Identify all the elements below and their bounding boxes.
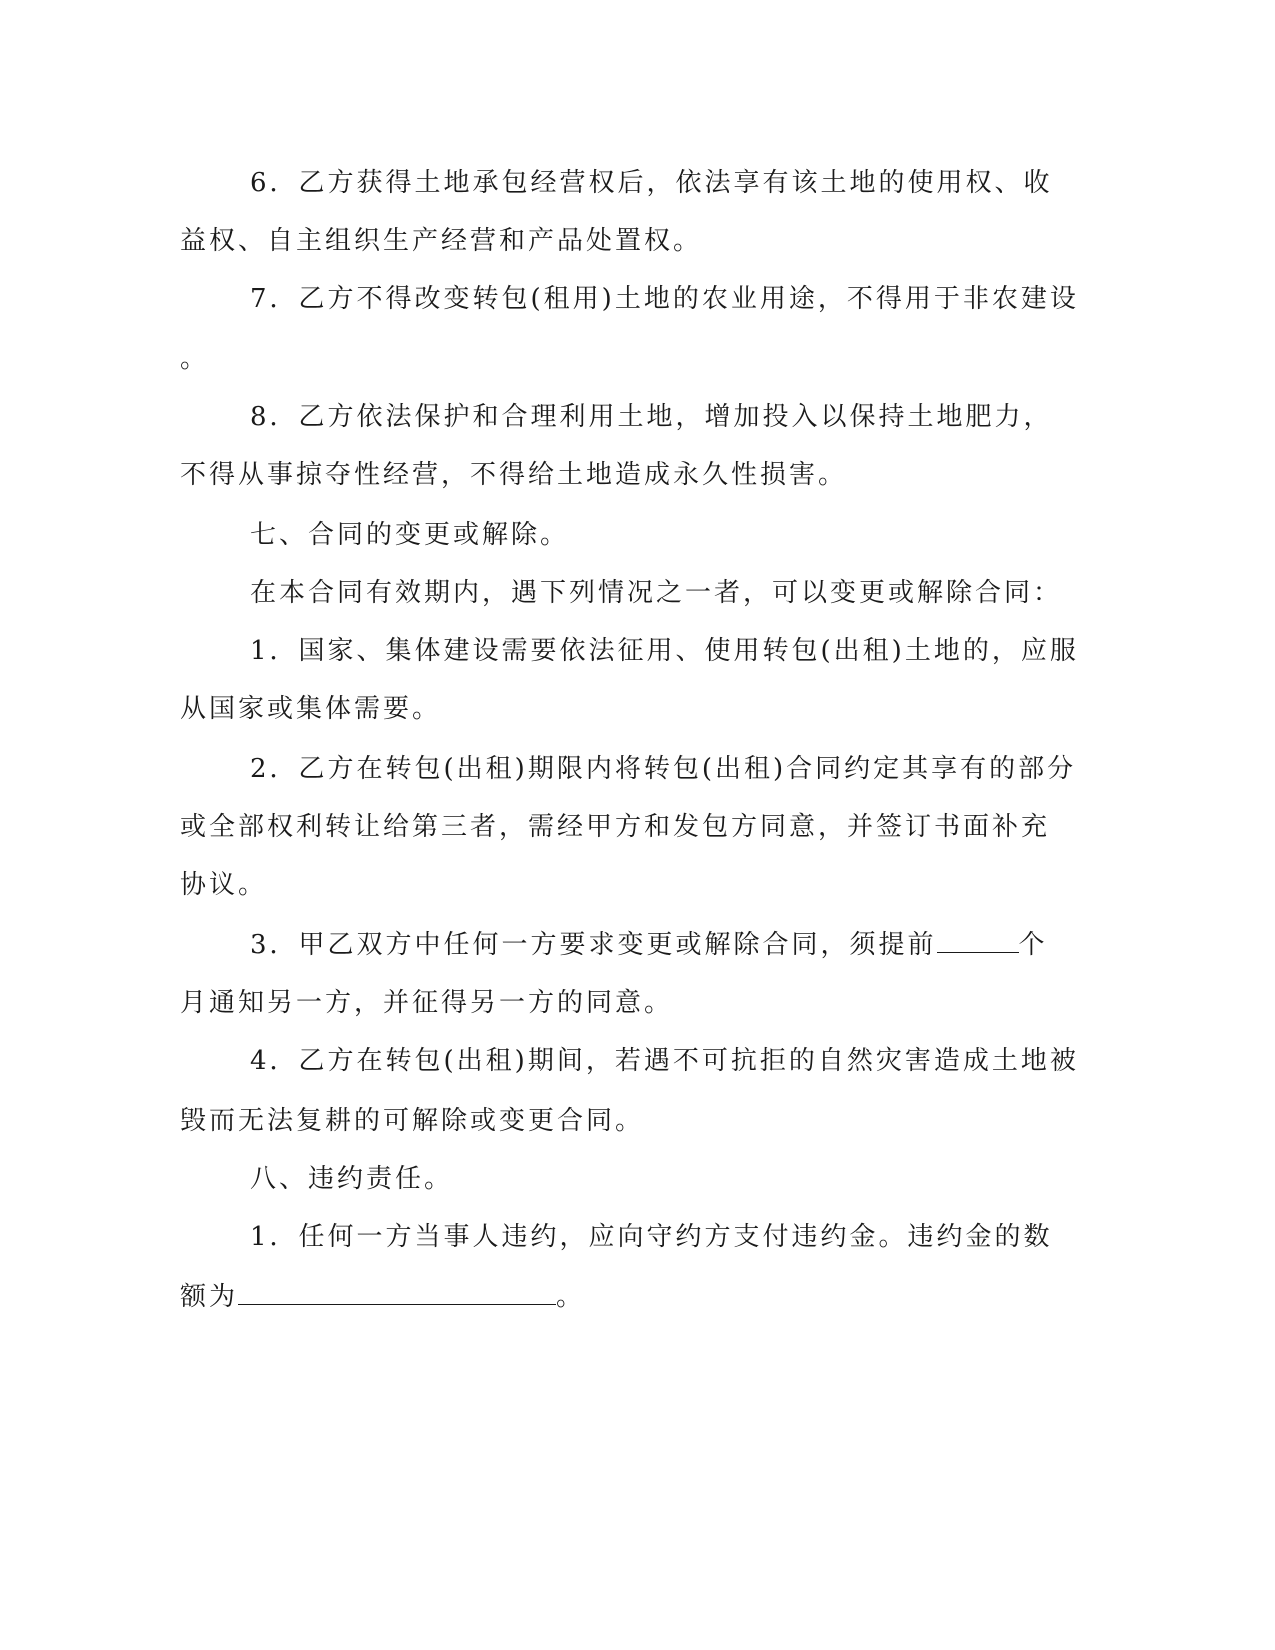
- item-1-line-1: 1．国家、集体建设需要依法征用、使用转包(出租)土地的，应服: [250, 636, 1079, 666]
- liability-1-line-2: [180, 1280, 585, 1314]
- clause-7-line-1: 7．乙方不得改变转包(租用)土地的农业用途，不得用于非农建设: [250, 284, 1079, 314]
- liability-end-mark: 。: [556, 1282, 586, 1312]
- item-1-line-2: 从国家或集体需要。: [180, 694, 442, 724]
- item-3-line-1: [250, 928, 1048, 962]
- clause-6-line-2: 益权、自主组织生产经营和产品处置权。: [180, 226, 703, 256]
- clause-8-line-2: 不得从事掠夺性经营，不得给土地造成永久性损害。: [180, 460, 848, 490]
- item-3-text: 3．甲乙双方中任何一方要求变更或解除合同，须提前: [250, 930, 937, 960]
- months-blank: [937, 928, 1019, 953]
- item-2-line-2: 或全部权利转让给第三者，需经甲方和发包方同意，并签订书面补充: [180, 812, 1051, 842]
- item-4-line-1: 4．乙方在转包(出租)期间，若遇不可抗拒的自然灾害造成土地被: [250, 1046, 1079, 1076]
- item-4-line-2: 毁而无法复耕的可解除或变更合同。: [180, 1106, 645, 1136]
- item-2-line-1: 2．乙方在转包(出租)期限内将转包(出租)合同约定其享有的部分: [250, 754, 1077, 784]
- clause-8-line-1: 8．乙方依法保护和合理利用土地，增加投入以保持土地肥力，: [250, 402, 1053, 432]
- section-8-heading: 八、违约责任。: [250, 1164, 454, 1194]
- clause-7-line-2: 。: [180, 344, 210, 374]
- section-7-heading: 七、合同的变更或解除。: [250, 520, 570, 550]
- item-3-line-2: 月通知另一方，并征得另一方的同意。: [180, 988, 674, 1018]
- liability-1-line-1: 1．任何一方当事人违约，应向守约方支付违约金。违约金的数: [250, 1222, 1053, 1252]
- penalty-amount-blank: [238, 1280, 556, 1305]
- item-2-line-3: 协议。: [180, 870, 268, 900]
- item-3-unit: 个: [1018, 930, 1048, 960]
- section-7-intro: 在本合同有效期内，遇下列情况之一者，可以变更或解除合同：: [250, 578, 1063, 608]
- liability-amount-label: 额为: [180, 1282, 239, 1312]
- clause-6-line-1: 6．乙方获得土地承包经营权后，依法享有该土地的使用权、收: [250, 168, 1053, 198]
